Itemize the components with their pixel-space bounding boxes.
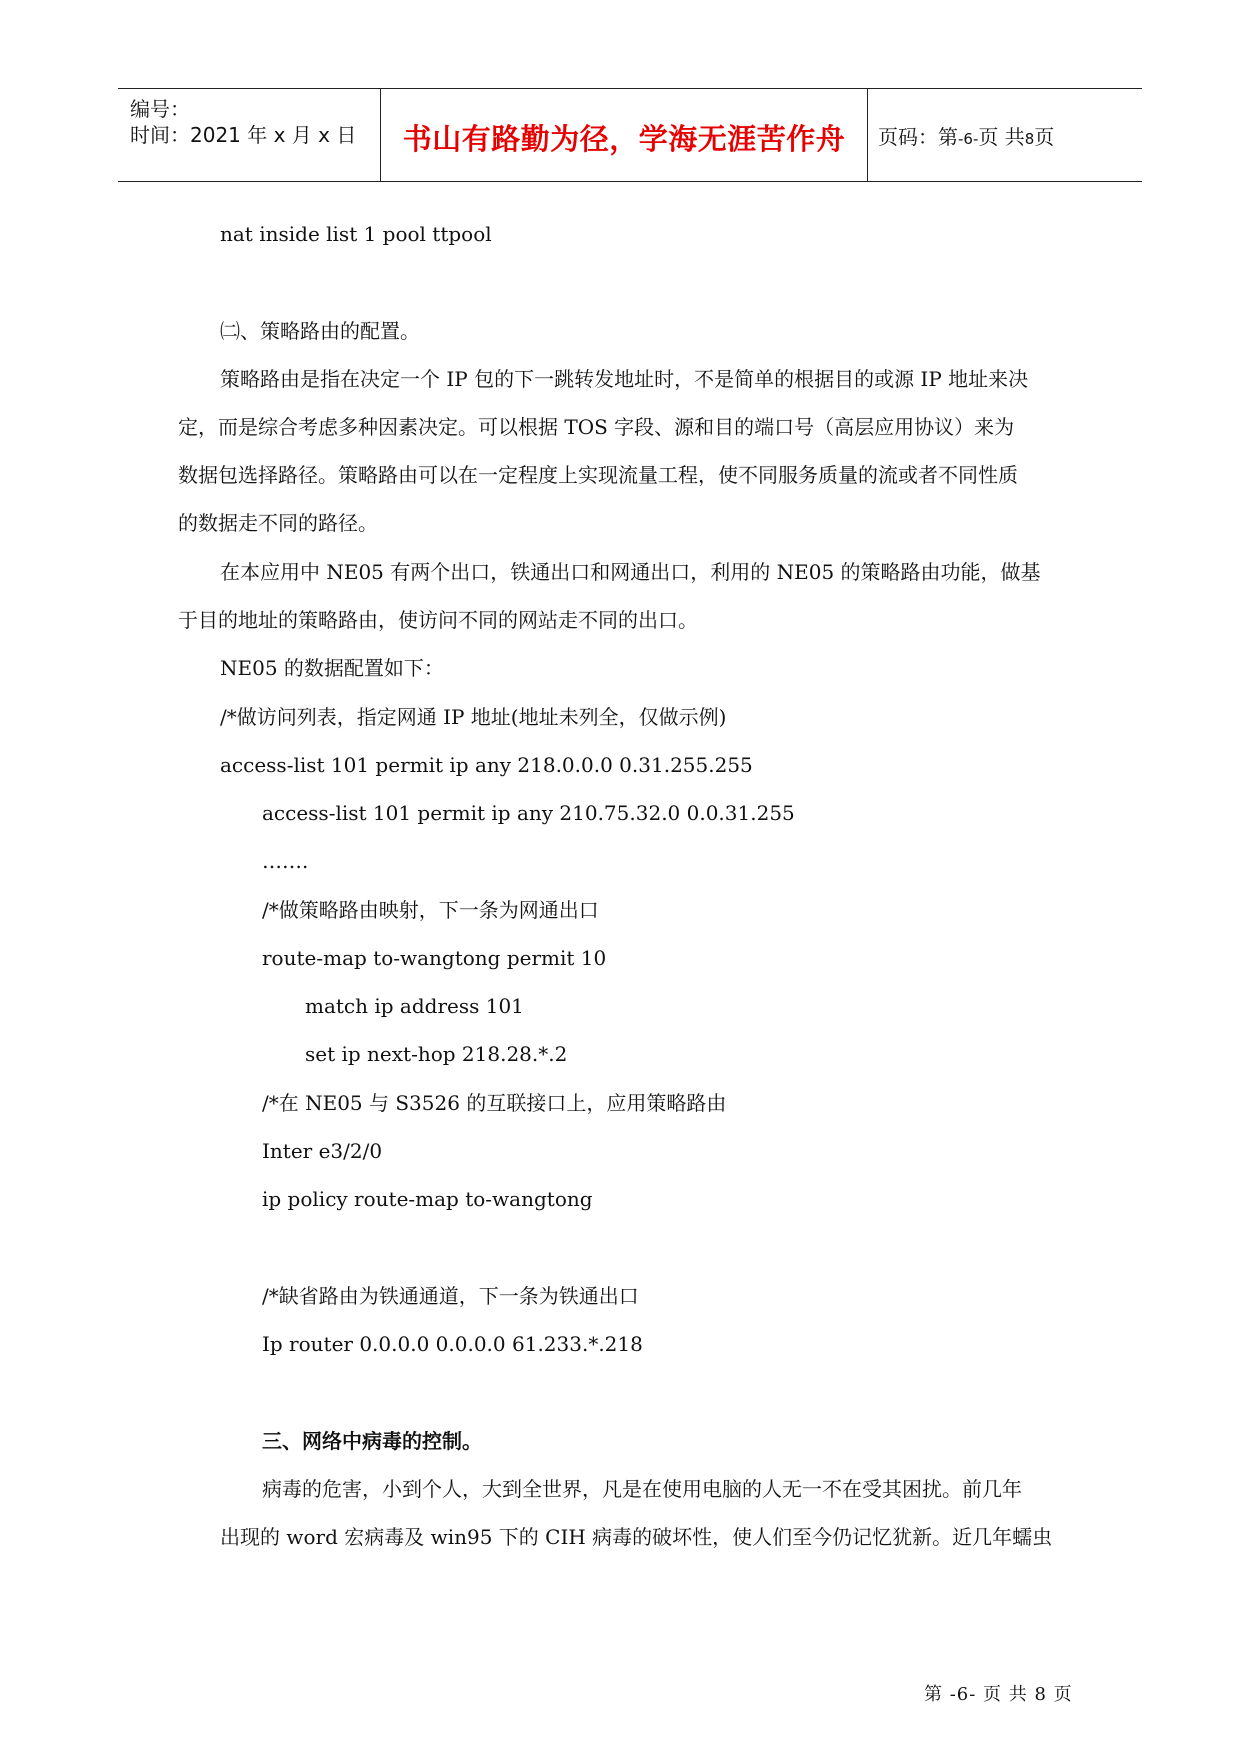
document-time-label: 时间：2021 年 x 月 x 日 — [130, 123, 357, 147]
code-line: match ip address 101 — [305, 994, 524, 1018]
paragraph-line: 的数据走不同的路径。 — [178, 511, 378, 535]
section-heading: 三、网络中病毒的控制。 — [262, 1429, 482, 1453]
code-line: set ip next-hop 218.28.*.2 — [305, 1042, 568, 1066]
code-line: ip policy route-map to-wangtong — [262, 1187, 593, 1211]
code-line: nat inside list 1 pool ttpool — [220, 222, 492, 246]
paragraph-line: 病毒的危害，小到个人，大到全世界，凡是在使用电脑的人无一不在受其困扰。前几年 — [262, 1477, 1022, 1501]
paragraph-line: 定，而是综合考虑多种因素决定。可以根据 TOS 字段、源和目的端口号（高层应用协议）来为 — [178, 415, 1015, 439]
code-line: route-map to-wangtong permit 10 — [262, 946, 607, 970]
code-line: Inter e3/2/0 — [262, 1139, 383, 1163]
paragraph-line: 数据包选择路径。策略路由可以在一定程度上实现流量工程，使不同服务质量的流或者不同性质 — [178, 463, 1018, 487]
section-heading: ㈡、策略路由的配置。 — [220, 319, 420, 343]
page-total: 8 — [1024, 130, 1035, 148]
paragraph-line: 在本应用中 NE05 有两个出口，铁通出口和网通出口，利用的 NE05 的策略路由功能，做基 — [220, 560, 1041, 584]
header-page-cell — [868, 89, 1142, 181]
page-footer: 第 -6- 页 共 8 页 — [924, 1684, 1073, 1705]
paragraph-line: 出现的 word 宏病毒及 win95 下的 CIH 病毒的破坏性，使人们至今仍记忆犹新。近几年蠕虫 — [220, 1525, 1053, 1549]
page-label-post: 页 — [1034, 125, 1055, 149]
header-motto: 书山有路勤为径，学海无涯苦作舟 — [402, 122, 846, 156]
code-line: Ip router 0.0.0.0 0.0.0.0 61.233.*.218 — [262, 1332, 643, 1356]
comment-line: /*做访问列表，指定网通 IP 地址(地址未列全，仅做示例) — [220, 705, 727, 729]
comment-line: /*缺省路由为铁通通道，下一条为铁通出口 — [262, 1284, 639, 1308]
paragraph-line: 于目的地址的策略路由，使访问不同的网站走不同的出口。 — [178, 608, 698, 632]
code-line: access-list 101 permit ip any 210.75.32.0 0.0.31.255 — [262, 801, 795, 825]
comment-line: /*在 NE05 与 S3526 的互联接口上，应用策略路由 — [262, 1091, 727, 1115]
page-current: -6- — [958, 130, 979, 148]
header-info-cell — [118, 89, 380, 181]
document-number-label: 编号： — [130, 97, 190, 121]
page-header — [118, 88, 1142, 182]
comment-line: /*做策略路由映射，下一条为网通出口 — [262, 898, 599, 922]
header-page-number — [878, 121, 1054, 150]
paragraph-line: NE05 的数据配置如下： — [220, 656, 444, 680]
code-line: access-list 101 permit ip any 218.0.0.0 0.31.255.255 — [220, 753, 753, 777]
page-label-mid: 页 共 — [978, 125, 1025, 149]
code-line: ……. — [262, 849, 309, 873]
page-label-pre: 页码：第 — [878, 125, 958, 149]
paragraph-line: 策略路由是指在决定一个 IP 包的下一跳转发地址时，不是简单的根据目的或源 IP 地址来决 — [220, 367, 1029, 391]
header-motto-cell — [380, 89, 868, 181]
